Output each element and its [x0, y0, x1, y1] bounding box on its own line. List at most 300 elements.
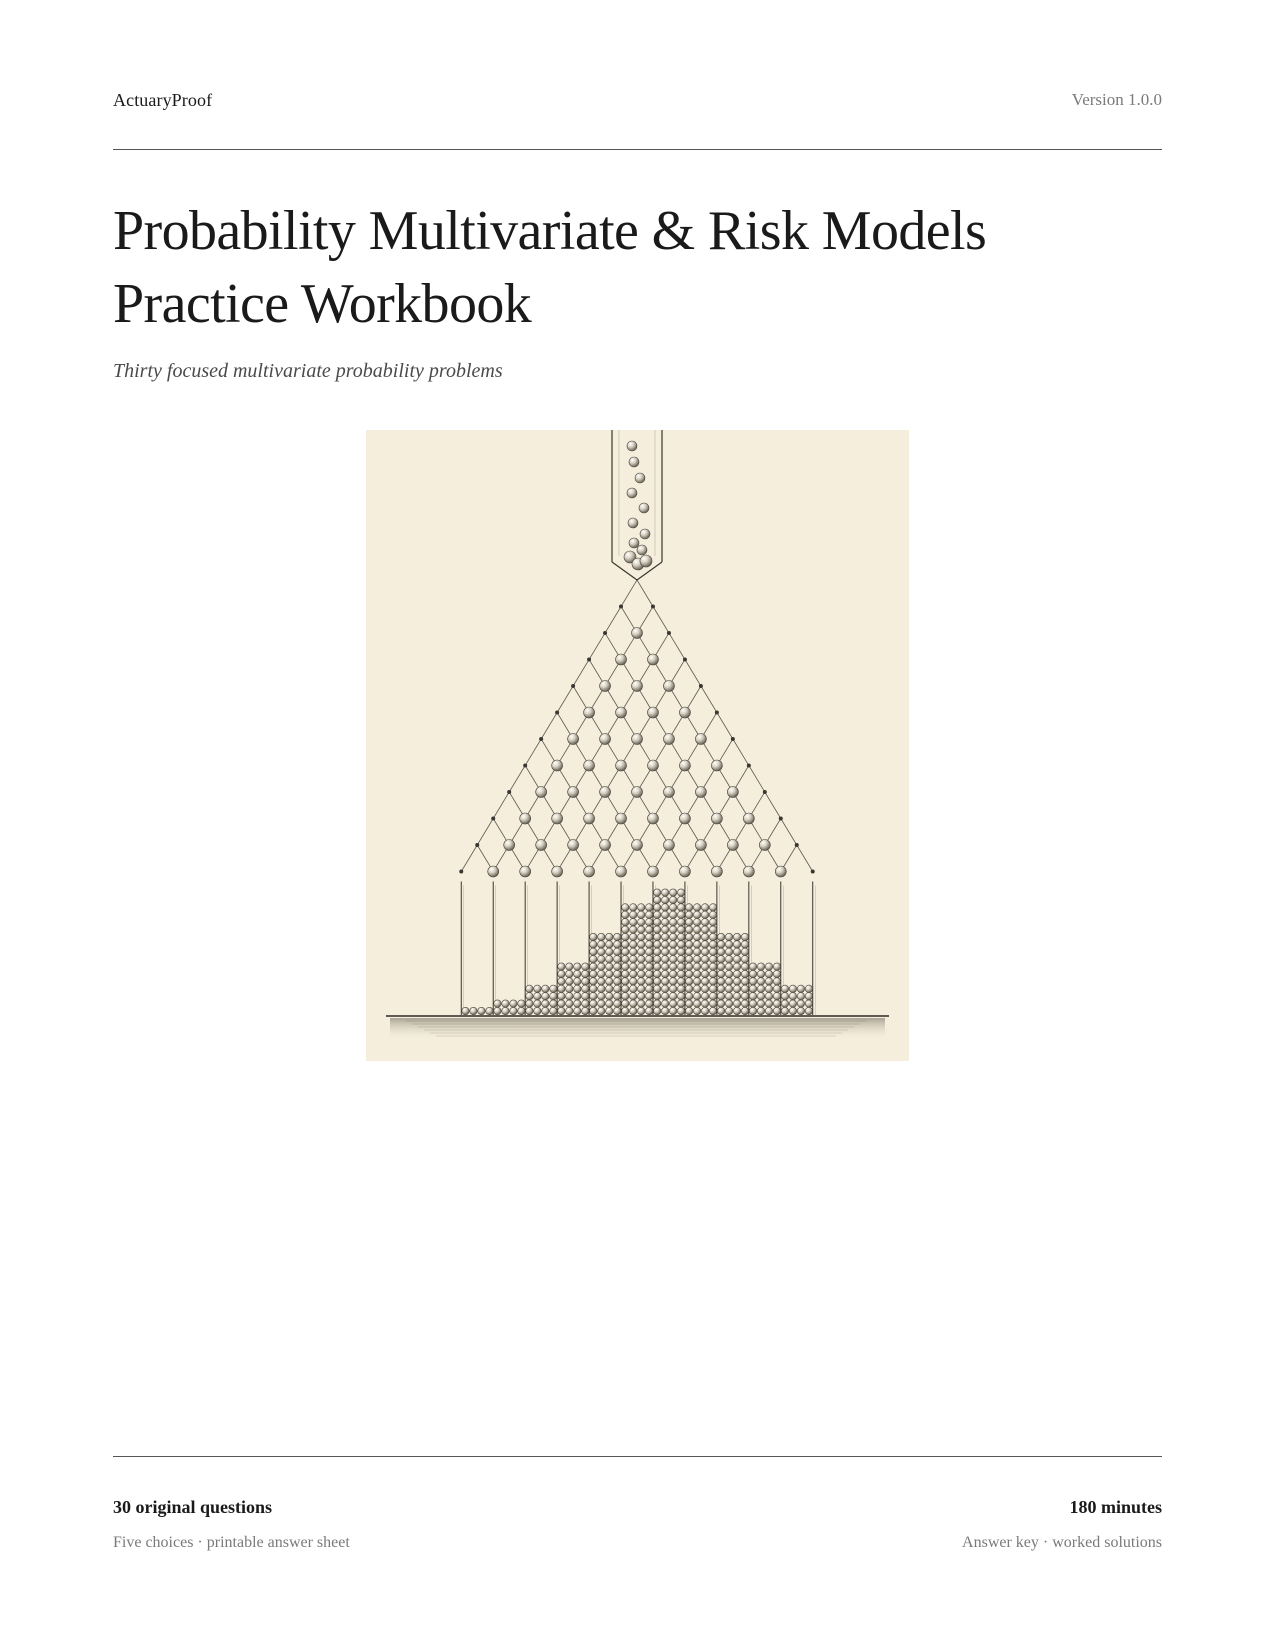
pile-ball [733, 963, 740, 970]
pile-ball [534, 1007, 541, 1014]
falling-ball [627, 488, 637, 498]
peg-ball [600, 681, 611, 692]
pile-ball [637, 978, 644, 985]
page-subtitle: Thirty focused multivariate probability problems [113, 360, 503, 382]
pile-ball [797, 985, 804, 992]
pile-ball [630, 1007, 637, 1014]
pile-ball [677, 963, 684, 970]
pile-ball [630, 948, 637, 955]
pile-ball [606, 993, 613, 1000]
peg-edge [539, 737, 543, 741]
pile-ball [590, 933, 597, 940]
pile-ball [645, 911, 652, 918]
pile-ball [781, 1000, 788, 1007]
pile-ball [765, 970, 772, 977]
pile-ball [805, 985, 812, 992]
header-divider [113, 149, 1162, 150]
pile-ball [653, 889, 660, 896]
peg-ball [584, 707, 595, 718]
falling-ball [639, 503, 649, 513]
pile-ball [622, 904, 629, 911]
pile-ball [566, 985, 573, 992]
pile-ball [773, 970, 780, 977]
version-label: Version 1.0.0 [1071, 90, 1162, 109]
pile-ball [693, 970, 700, 977]
pile-ball [749, 970, 756, 977]
pile-ball [566, 1000, 573, 1007]
pile-ball [590, 993, 597, 1000]
pile-ball [653, 985, 660, 992]
pile-ball [598, 978, 605, 985]
pile-ball [558, 963, 565, 970]
pile-ball [661, 963, 668, 970]
footer-divider [113, 1456, 1162, 1457]
pile-ball [693, 926, 700, 933]
page-header [113, 90, 1162, 116]
pile-ball [566, 963, 573, 970]
pile-ball [757, 970, 764, 977]
pile-ball [669, 963, 676, 970]
pile-ball [717, 970, 724, 977]
peg-ball [743, 866, 754, 877]
pile-ball [693, 1000, 700, 1007]
pile-ball [653, 978, 660, 985]
peg-ball [679, 813, 690, 824]
pile-ball [606, 956, 613, 963]
pile-ball [677, 970, 684, 977]
pile-ball [669, 1007, 676, 1014]
pile-ball [749, 1000, 756, 1007]
peg-ball [711, 760, 722, 771]
pile-ball [590, 956, 597, 963]
pile-ball [653, 911, 660, 918]
peg-edge [491, 817, 495, 821]
peg-edge [715, 711, 719, 715]
pile-ball [622, 926, 629, 933]
pile-ball [701, 941, 708, 948]
pile-ball [693, 963, 700, 970]
peg-ball [552, 813, 563, 824]
peg-edge [571, 684, 575, 688]
peg-ball [663, 734, 674, 745]
peg-ball [647, 760, 658, 771]
pile-ball [765, 993, 772, 1000]
pile-ball [749, 963, 756, 970]
pile-ball [637, 963, 644, 970]
pile-ball [622, 911, 629, 918]
footer-right-block [962, 1497, 1162, 1552]
pile-ball [693, 978, 700, 985]
pile-ball [574, 1007, 581, 1014]
peg-ball [647, 707, 658, 718]
pile-ball [590, 970, 597, 977]
pile-ball [598, 933, 605, 940]
pile-ball [630, 926, 637, 933]
pile-ball [741, 985, 748, 992]
pile-ball [797, 1007, 804, 1014]
pile-ball [725, 948, 732, 955]
pile-ball [661, 956, 668, 963]
pile-ball [677, 956, 684, 963]
peg-edge [763, 790, 767, 794]
peg-ball [663, 681, 674, 692]
pile-ball [606, 978, 613, 985]
pile-ball [661, 978, 668, 985]
pile-ball [645, 904, 652, 911]
pile-ball [741, 993, 748, 1000]
pile-ball [598, 941, 605, 948]
pile-ball [542, 993, 549, 1000]
pile-ball [645, 963, 652, 970]
pile-ball [741, 948, 748, 955]
falling-ball [629, 538, 639, 548]
pile-ball [653, 919, 660, 926]
peg-edge [811, 870, 815, 874]
pile-ball [614, 1000, 621, 1007]
pile-ball [574, 970, 581, 977]
pile-ball [630, 956, 637, 963]
pile-ball [661, 970, 668, 977]
peg-ball [584, 813, 595, 824]
peg-ball [663, 787, 674, 798]
pile-ball [661, 1000, 668, 1007]
galton-board-illustration [366, 430, 909, 1061]
pile-ball [630, 911, 637, 918]
pile-ball [701, 1000, 708, 1007]
pile-ball [677, 985, 684, 992]
peg-ball [695, 734, 706, 745]
pile-ball [630, 941, 637, 948]
pile-ball [693, 933, 700, 940]
pile-ball [709, 933, 716, 940]
pile-ball [781, 993, 788, 1000]
peg-ball [632, 628, 643, 639]
pile-ball [669, 904, 676, 911]
pile-ball [733, 1000, 740, 1007]
peg-ball [727, 840, 738, 851]
pile-ball [637, 948, 644, 955]
pile-ball [741, 978, 748, 985]
pile-ball [590, 1000, 597, 1007]
pile-ball [502, 1007, 509, 1014]
peg-ball [616, 813, 627, 824]
pile-ball [637, 933, 644, 940]
pile-ball [677, 941, 684, 948]
pile-ball [622, 1007, 629, 1014]
pile-ball [773, 1000, 780, 1007]
pile-ball [598, 948, 605, 955]
pile-ball [661, 896, 668, 903]
pile-ball [645, 993, 652, 1000]
pile-ball [701, 993, 708, 1000]
brand-name: ActuaryProof [113, 90, 213, 110]
pile-ball [669, 970, 676, 977]
pile-ball [701, 978, 708, 985]
peg-ball [584, 866, 595, 877]
peg-ball [647, 654, 658, 665]
pile-ball [677, 1000, 684, 1007]
pile-ball [709, 948, 716, 955]
pile-ball [669, 1000, 676, 1007]
pile-ball [677, 948, 684, 955]
pile-ball [661, 911, 668, 918]
peg-edge [747, 764, 751, 768]
pile-ball [661, 985, 668, 992]
galton-board-svg [366, 430, 909, 1061]
pile-ball [725, 978, 732, 985]
peg-ball [536, 840, 547, 851]
pile-ball [526, 993, 533, 1000]
falling-ball [637, 545, 647, 555]
pile-ball [725, 963, 732, 970]
pile-ball [717, 985, 724, 992]
pile-ball [582, 970, 589, 977]
pile-ball [685, 948, 692, 955]
pile-ball [677, 919, 684, 926]
peg-edge [523, 764, 527, 768]
peg-edge [651, 605, 655, 609]
pile-ball [685, 911, 692, 918]
pile-ball [478, 1007, 485, 1014]
pile-ball [733, 948, 740, 955]
pile-ball [637, 904, 644, 911]
pile-ball [669, 919, 676, 926]
pile-ball [709, 985, 716, 992]
pile-ball [789, 1000, 796, 1007]
pile-ball [741, 1007, 748, 1014]
pile-ball [685, 919, 692, 926]
pile-ball [669, 926, 676, 933]
pile-ball [574, 993, 581, 1000]
falling-ball [640, 529, 650, 539]
pile-ball [685, 970, 692, 977]
pile-ball [789, 1007, 796, 1014]
pile-ball [725, 956, 732, 963]
peg-ball [616, 654, 627, 665]
pile-ball [733, 970, 740, 977]
pile-ball [741, 970, 748, 977]
pile-ball [685, 926, 692, 933]
pile-ball [661, 948, 668, 955]
pile-ball [645, 941, 652, 948]
peg-ball [695, 840, 706, 851]
pile-ball [630, 933, 637, 940]
pile-ball [637, 911, 644, 918]
pile-ball [542, 1007, 549, 1014]
peg-ball [600, 787, 611, 798]
pile-ball [653, 941, 660, 948]
format-note: Five choices · printable answer sheet [113, 1534, 350, 1551]
pile-ball [709, 919, 716, 926]
pile-ball [614, 978, 621, 985]
pile-ball [781, 1007, 788, 1014]
pile-ball [645, 933, 652, 940]
pile-ball [677, 911, 684, 918]
peg-edge [779, 817, 783, 821]
pile-ball [701, 970, 708, 977]
pile-ball [630, 970, 637, 977]
pile-ball [701, 1007, 708, 1014]
pile-ball [574, 1000, 581, 1007]
peg-ball [504, 840, 515, 851]
pile-ball [701, 904, 708, 911]
pile-ball [709, 926, 716, 933]
pile-ball [622, 963, 629, 970]
pile-ball [645, 919, 652, 926]
pile-ball [622, 919, 629, 926]
pile-ball [693, 919, 700, 926]
peg-ball [679, 707, 690, 718]
pile-ball [717, 993, 724, 1000]
pile-ball [574, 978, 581, 985]
pile-ball [685, 963, 692, 970]
pile-ball [614, 963, 621, 970]
pile-ball [622, 993, 629, 1000]
pile-ball [717, 978, 724, 985]
pile-ball [582, 985, 589, 992]
pile-ball [661, 993, 668, 1000]
pile-ball [717, 1000, 724, 1007]
pile-ball [669, 948, 676, 955]
peg-edge [555, 711, 559, 715]
pile-ball [645, 1000, 652, 1007]
pile-ball [574, 985, 581, 992]
pile-ball [749, 993, 756, 1000]
pile-ball [701, 919, 708, 926]
pile-ball [773, 993, 780, 1000]
pile-ball [637, 919, 644, 926]
pile-ball [669, 911, 676, 918]
falling-ball [627, 441, 637, 451]
pile-ball [757, 985, 764, 992]
pile-ball [558, 970, 565, 977]
pile-ball [653, 1000, 660, 1007]
peg-ball [647, 813, 658, 824]
pile-ball [534, 985, 541, 992]
pile-ball [701, 948, 708, 955]
peg-ball [743, 813, 754, 824]
pile-ball [558, 978, 565, 985]
pile-ball [653, 993, 660, 1000]
peg-ball [759, 840, 770, 851]
pile-ball [606, 970, 613, 977]
pile-ball [622, 978, 629, 985]
peg-ball [695, 787, 706, 798]
pile-ball [669, 993, 676, 1000]
pile-ball [677, 889, 684, 896]
pile-ball [630, 919, 637, 926]
peg-ball [536, 787, 547, 798]
pile-ball [765, 1000, 772, 1007]
pile-ball [645, 1007, 652, 1014]
pile-ball [677, 904, 684, 911]
pile-ball [709, 993, 716, 1000]
peg-ball [616, 707, 627, 718]
pile-ball [709, 904, 716, 911]
pile-ball [645, 978, 652, 985]
pile-ball [701, 963, 708, 970]
pile-ball [653, 896, 660, 903]
pile-ball [693, 904, 700, 911]
pile-ball [630, 963, 637, 970]
pile-ball [693, 993, 700, 1000]
pile-ball [749, 1007, 756, 1014]
peg-edge [619, 605, 623, 609]
pile-ball [494, 1000, 501, 1007]
pile-ball [677, 896, 684, 903]
peg-edge [699, 684, 703, 688]
pile-ball [701, 956, 708, 963]
falling-ball [628, 518, 638, 528]
pile-ball [637, 970, 644, 977]
peg-ball [552, 866, 563, 877]
pile-ball [518, 1007, 525, 1014]
pile-ball [765, 1007, 772, 1014]
pile-ball [614, 948, 621, 955]
pile-ball [566, 1007, 573, 1014]
peg-ball [632, 787, 643, 798]
pile-ball [741, 1000, 748, 1007]
pile-ball [534, 993, 541, 1000]
pile-ball [630, 904, 637, 911]
pile-ball [542, 1000, 549, 1007]
pile-ball [717, 948, 724, 955]
pile-ball [518, 1000, 525, 1007]
pile-ball [725, 993, 732, 1000]
pile-ball [582, 993, 589, 1000]
pile-ball [725, 970, 732, 977]
pile-ball [709, 978, 716, 985]
pile-ball [622, 933, 629, 940]
pile-ball [709, 970, 716, 977]
peg-ball [616, 760, 627, 771]
pile-ball [797, 993, 804, 1000]
peg-ball [600, 734, 611, 745]
floor-shadow [390, 1018, 885, 1040]
pile-ball [645, 970, 652, 977]
pile-ball [622, 1000, 629, 1007]
pile-ball [582, 1000, 589, 1007]
pile-ball [781, 985, 788, 992]
pile-ball [614, 956, 621, 963]
pile-ball [637, 956, 644, 963]
peg-ball [775, 866, 786, 877]
pile-ball [669, 978, 676, 985]
pile-ball [725, 1000, 732, 1007]
pile-ball [590, 1007, 597, 1014]
pile-ball [582, 978, 589, 985]
pile-ball [622, 985, 629, 992]
pile-ball [757, 993, 764, 1000]
pile-ball [645, 948, 652, 955]
pile-ball [733, 941, 740, 948]
pile-ball [510, 1000, 517, 1007]
falling-ball [629, 457, 639, 467]
pile-ball [693, 948, 700, 955]
peg-ball [632, 840, 643, 851]
pile-ball [606, 933, 613, 940]
peg-edge [507, 790, 511, 794]
peg-ball [679, 760, 690, 771]
pile-ball [661, 904, 668, 911]
pile-ball [622, 948, 629, 955]
pile-ball [685, 1000, 692, 1007]
pile-ball [661, 889, 668, 896]
pile-ball [757, 963, 764, 970]
pile-ball [606, 985, 613, 992]
pile-ball [558, 1007, 565, 1014]
peg-ball [520, 813, 531, 824]
